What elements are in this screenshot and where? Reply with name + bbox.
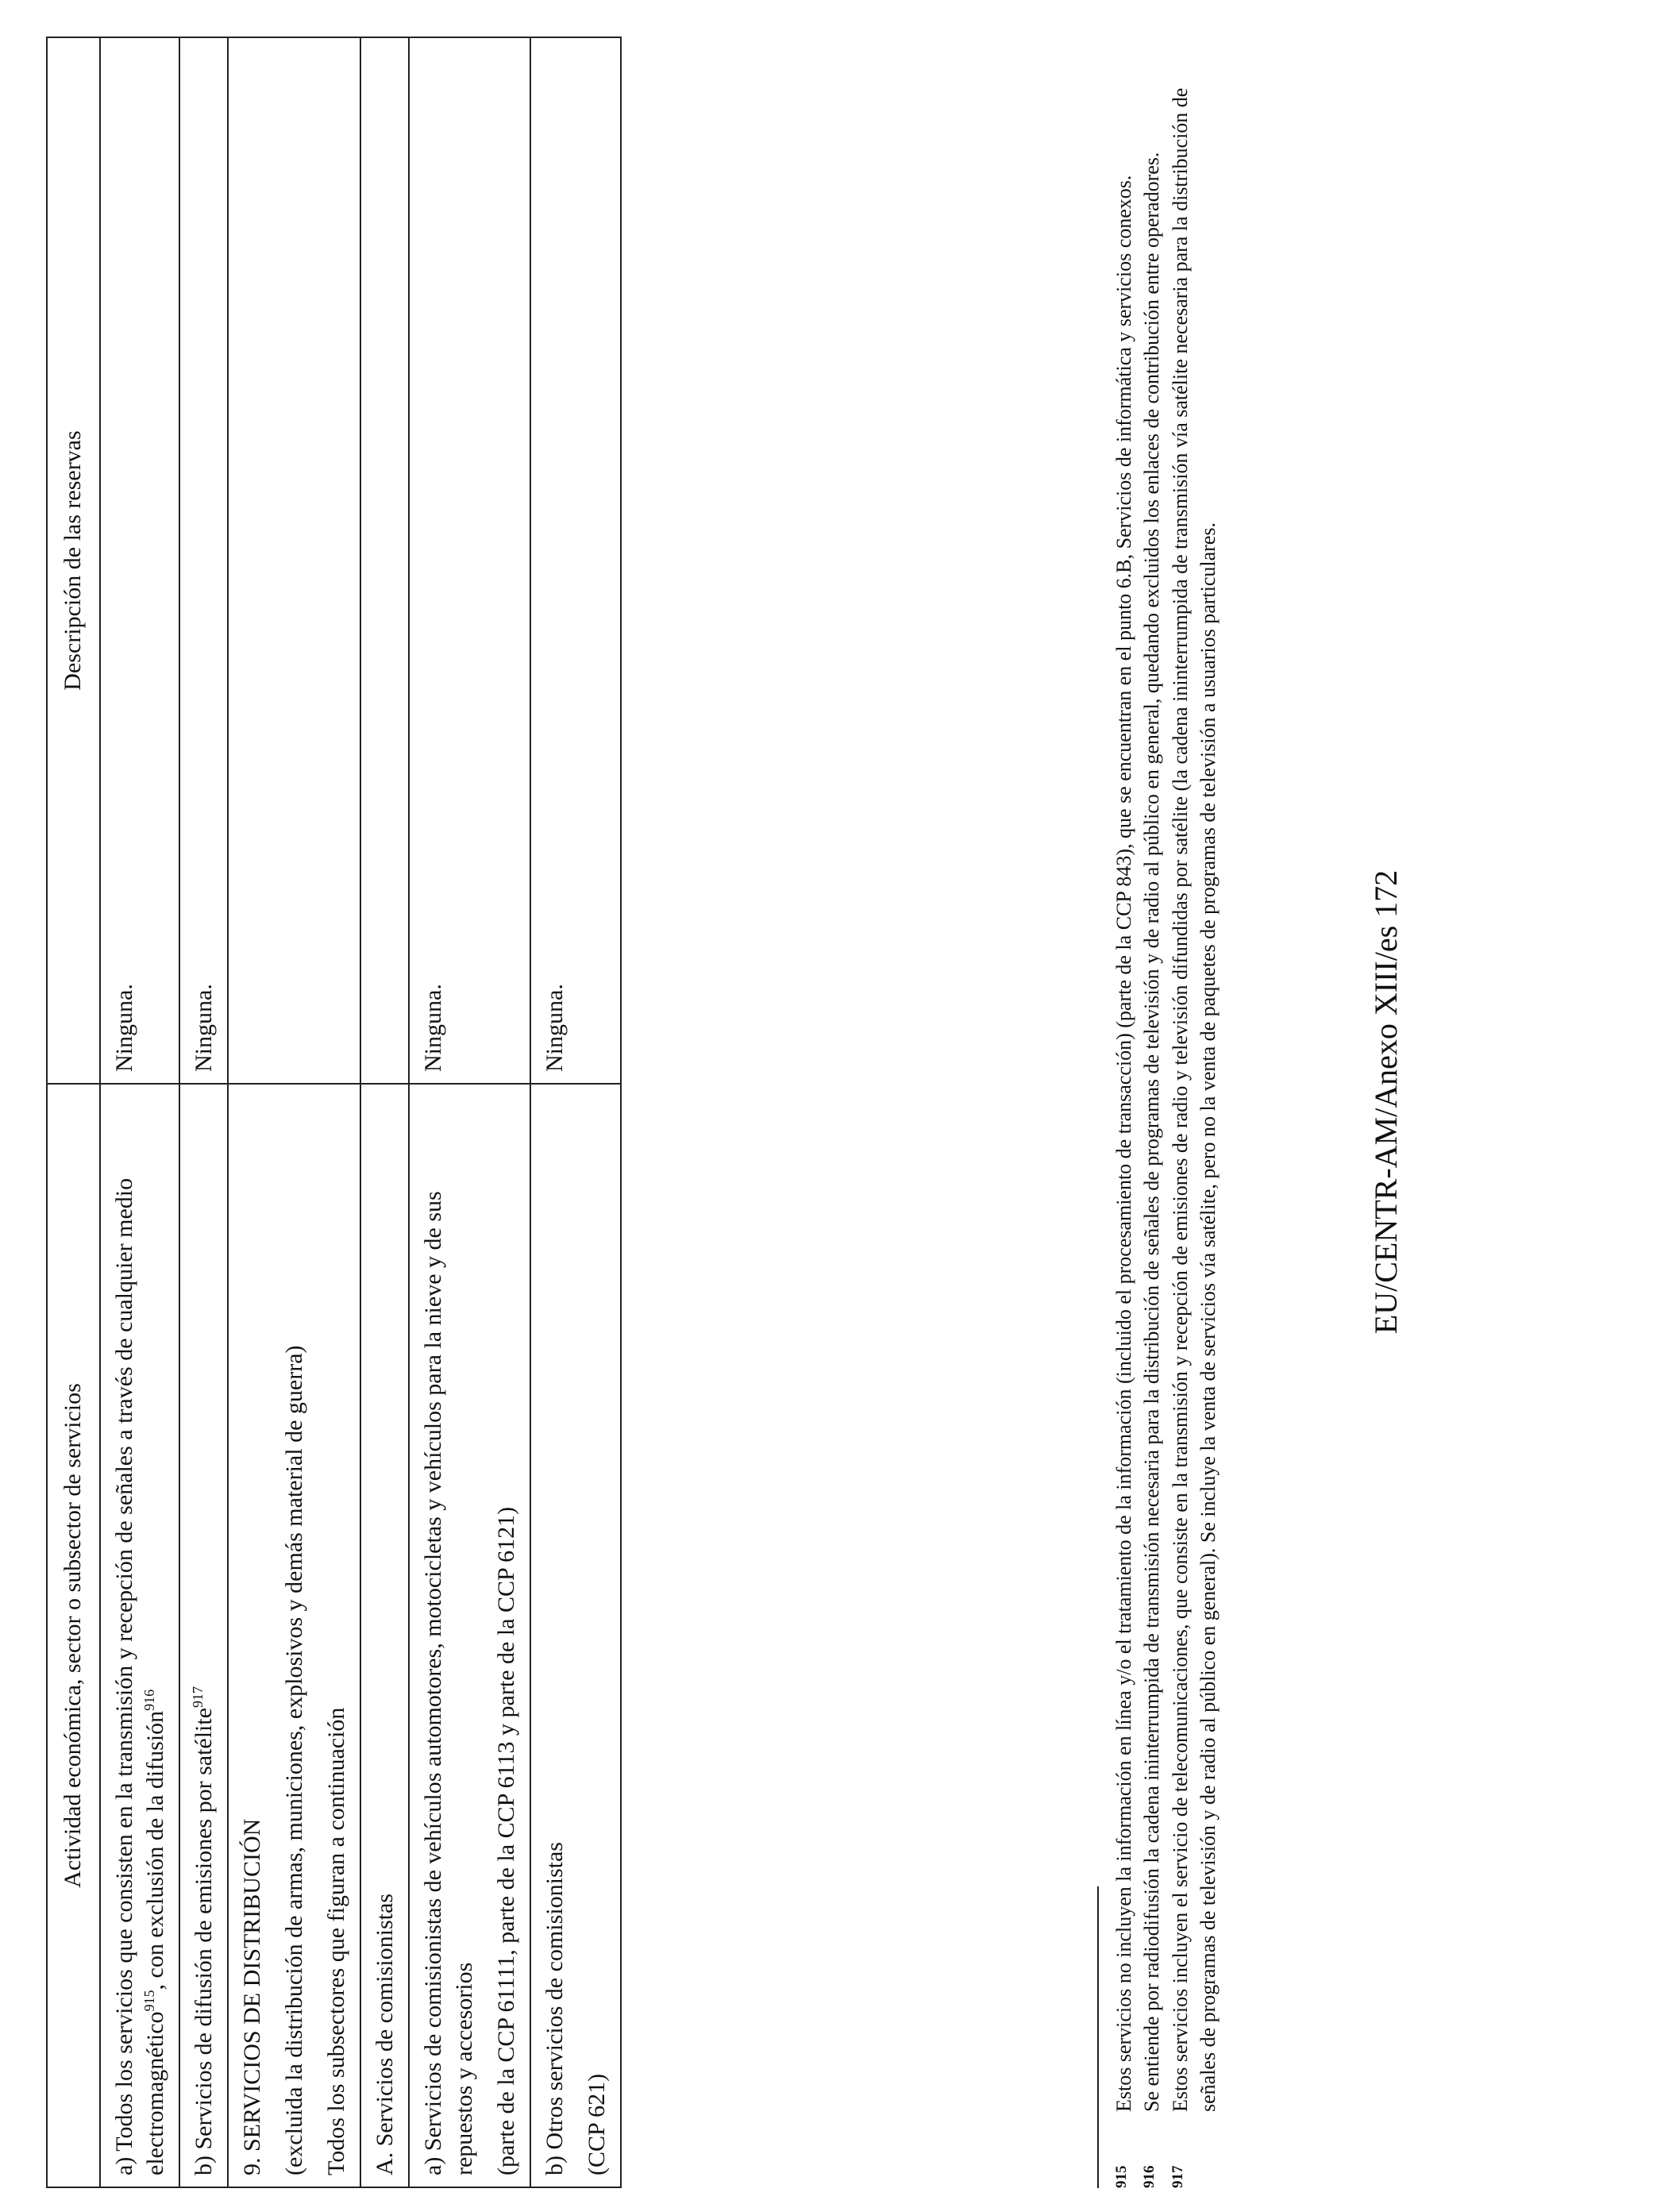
reservation-cell: Ninguna. [100, 37, 179, 1084]
table-row [228, 37, 360, 2187]
footnote [1138, 76, 1166, 2188]
footnote-number: 917 [1169, 2165, 1186, 2188]
reservation-cell: Ninguna. [179, 37, 228, 1084]
table-row [179, 37, 228, 2187]
activity-cell [179, 1084, 228, 2187]
activity-cell [409, 1084, 530, 2187]
activity-cell [360, 1084, 409, 2187]
activity-cell [100, 1084, 179, 2187]
activity-text: a) Todos los servicios que consisten en la transmisión y recepción de señales a través de cualquier medio electromagnético [111, 1177, 168, 2175]
footnote [1166, 76, 1223, 2188]
column-header-activity: Actividad económica, sector o subsector de servicios [47, 1084, 100, 2187]
activity-text: b) Servicios de difusión de emisiones por satélite [191, 1707, 217, 2175]
activity-text: b) Otros servicios de comisionistas [541, 1842, 568, 2175]
activity-text: Todos los subsectores que figuran a continuación [323, 1707, 349, 2175]
table-row [360, 37, 409, 2187]
footnote-separator [1097, 1886, 1099, 2188]
footnotes [1097, 76, 1222, 2188]
footnote-text: Estos servicios incluyen el servicio de telecomunicaciones, que consiste en la transmisión y recepción de emisiones de radio y televisión difundidas por satélite (la cadena ininterrumpida de transmisión vía satélite necesaria para la distribución de señales de programas de televisión y de radio al público en general). Se incluye la venta de servicios vía satélite, pero no la venta de paquetes de programas de televisión a usuarios particulares. [1168, 87, 1220, 2112]
table-row [530, 37, 621, 2187]
table-header-row [47, 37, 100, 2187]
footnote-ref-917[interactable]: 917 [190, 1686, 206, 1708]
footnote-number: 916 [1141, 2165, 1158, 2188]
activity-text: a) Servicios de comisionistas de vehículos automotores, motocicletas y vehículos para la nieve y de sus repuestos y accesorios [420, 1191, 477, 2175]
subsection-heading: A. Servicios de comisionistas [372, 1894, 398, 2175]
table-row [100, 37, 179, 2187]
activity-text: (CCP 621) [584, 2073, 610, 2175]
footnote-text: Estos servicios no incluyen la información en línea y/o el tratamiento de la información (incluido el procesamiento de transacción) (parte de la CCP 843), que se encuentran en el punto 6.B, Servicios de informática y servicios conexos. [1112, 175, 1135, 2112]
activity-text: (excluida la distribución de armas, municiones, explosivos y demás material de guerra) [281, 1345, 307, 2175]
footnote-number: 915 [1113, 2165, 1130, 2188]
activity-cell [228, 1084, 360, 2187]
activity-text: (parte de la CCP 61111, parte de la CCP 6113 y parte de la CCP 6121) [493, 1506, 519, 2175]
reservation-cell [360, 37, 409, 1084]
section-heading: 9. SERVICIOS DE DISTRIBUCIÓN [239, 1818, 265, 2175]
activity-text: , con exclusión de la difusión [142, 1710, 168, 1990]
footnote-ref-916[interactable]: 916 [141, 1689, 157, 1711]
page-reference: EU/CENTR-AM/Anexo XIII/es 172 [1368, 869, 1404, 1335]
footnote-text: Se entiende por radiodifusión la cadena ininterrumpida de transmisión necesaria para la distribución de señales de programas de televisión y de radio al público en general, quedando excluidos los enlaces de contribución entre operadores. [1140, 152, 1164, 2112]
reservation-cell: Ninguna. [530, 37, 621, 1084]
reservation-cell: Ninguna. [409, 37, 530, 1084]
reservation-cell [228, 37, 360, 1084]
table-row [409, 37, 530, 2187]
activity-cell [530, 1084, 621, 2187]
reservations-table [46, 37, 622, 2188]
column-header-reservations: Descripción de las reservas [47, 37, 100, 1084]
footnote-ref-915[interactable]: 915 [141, 1990, 157, 2012]
footnote [1110, 76, 1138, 2188]
